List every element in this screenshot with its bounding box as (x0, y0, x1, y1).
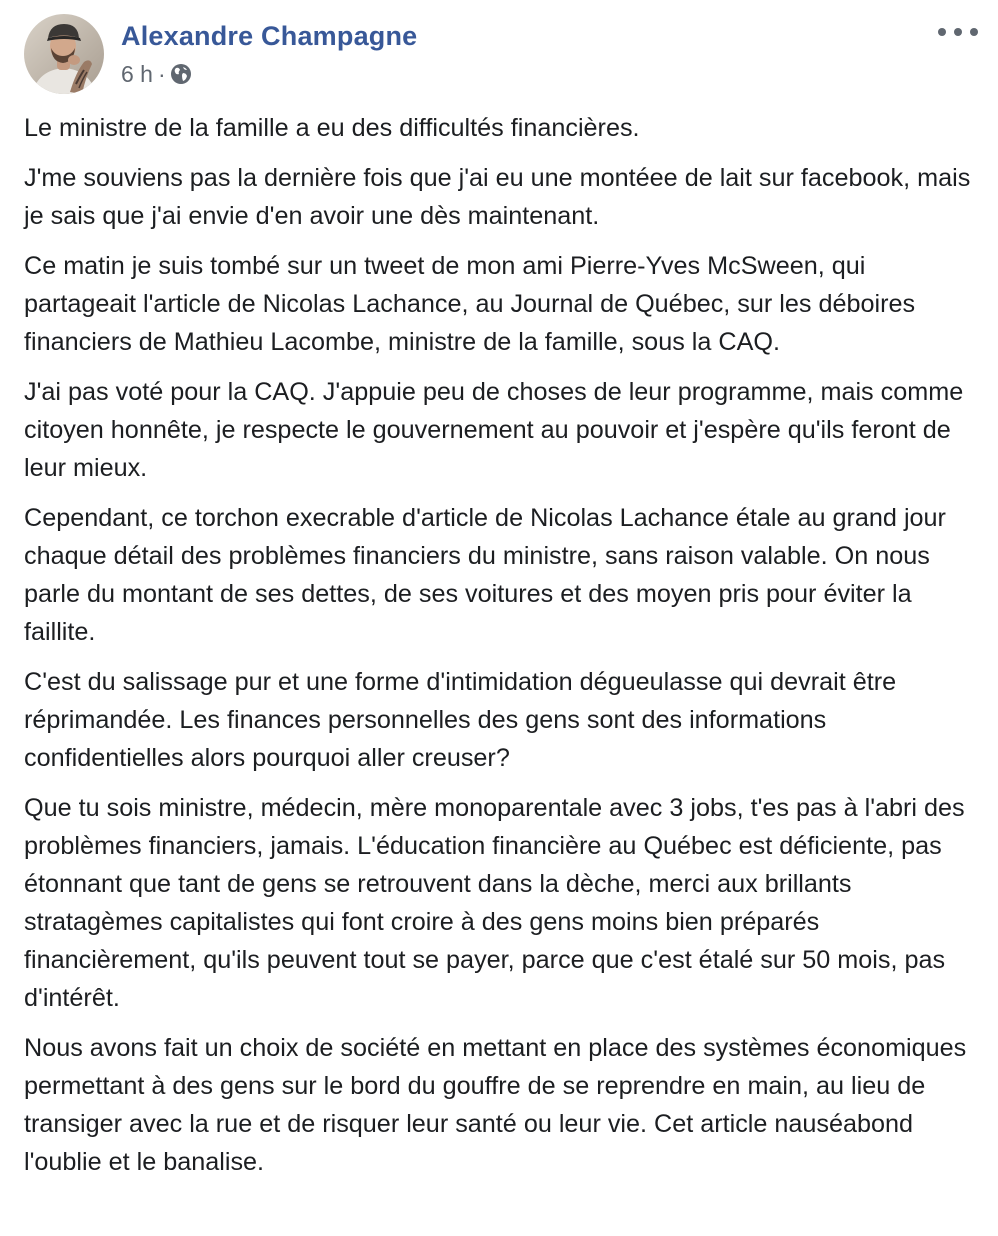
post-header (24, 14, 978, 96)
post-paragraph: Nous avons fait un choix de société en mettant en place des systèmes économiques permettant à des gens sur le bord du gouffre de se reprendre en main, au lieu de transiger avec la rue et de risquer leur santé ou leur vie. Cet article nauséabond l'oublie et le banalise. (24, 1034, 967, 1176)
more-options-icon[interactable] (938, 20, 978, 44)
post-paragraph: Le ministre de la famille a eu des difficultés financières. (24, 114, 640, 142)
post-paragraph: Cependant, ce torchon execrable d'article de Nicolas Lachance étale au grand jour chaque détail des problèmes financiers du ministre, sans raison valable. On nous parle du montant de ses dettes, de ses voitures et des moyen pris pour éviter la faillite. (24, 504, 946, 646)
post-paragraph: Ce matin je suis tombé sur un tweet de mon ami Pierre-Yves McSween, qui partageait l'article de Nicolas Lachance, au Journal de Québec, sur les déboires financiers de Mathieu Lacombe, ministre de la famille, sous la CAQ. (24, 252, 916, 356)
avatar-image (24, 14, 104, 94)
post-paragraph: Que tu sois ministre, médecin, mère monoparentale avec 3 jobs, t'es pas à l'abri des problèmes financiers, jamais. L'éducation financière au Québec est déficiente, pas étonnant que tant de gens se retrouvent dans la dèche, merci aux brillants stratagèmes capitalistes qui font croire à des gens moins bien préparés financièrement, qu'ils peuvent tout se payer, parce que c'est étalé sur 50 mois, pas d'intérêt. (24, 794, 965, 1012)
post-paragraph: J'ai pas voté pour la CAQ. J'appuie peu de choses de leur programme, mais comme citoyen honnête, je respecte le gouvernement au pouvoir et j'espère qu'ils feront de leur mieux. (24, 378, 964, 482)
author-avatar[interactable] (24, 14, 104, 94)
post-timestamp[interactable]: 6 h (121, 60, 153, 87)
meta-separator: · (157, 60, 166, 87)
post-meta (121, 60, 192, 88)
globe-icon[interactable] (170, 63, 192, 85)
post-paragraph: J'me souviens pas la dernière fois que j'ai eu une montéee de lait sur facebook, mais je sais que j'ai envie d'en avoir une dès maintenant. (24, 164, 971, 230)
dot (954, 28, 962, 36)
dot (938, 28, 946, 36)
post-paragraph: C'est du salissage pur et une forme d'intimidation dégueulasse qui devrait être réprimandée. Les finances personnelles des gens sont des informations confidentielles alors pourquoi aller creuser? (24, 668, 897, 772)
author-name-link[interactable]: Alexandre Champagne (121, 21, 418, 51)
post-body (24, 109, 984, 1193)
dot (970, 28, 978, 36)
